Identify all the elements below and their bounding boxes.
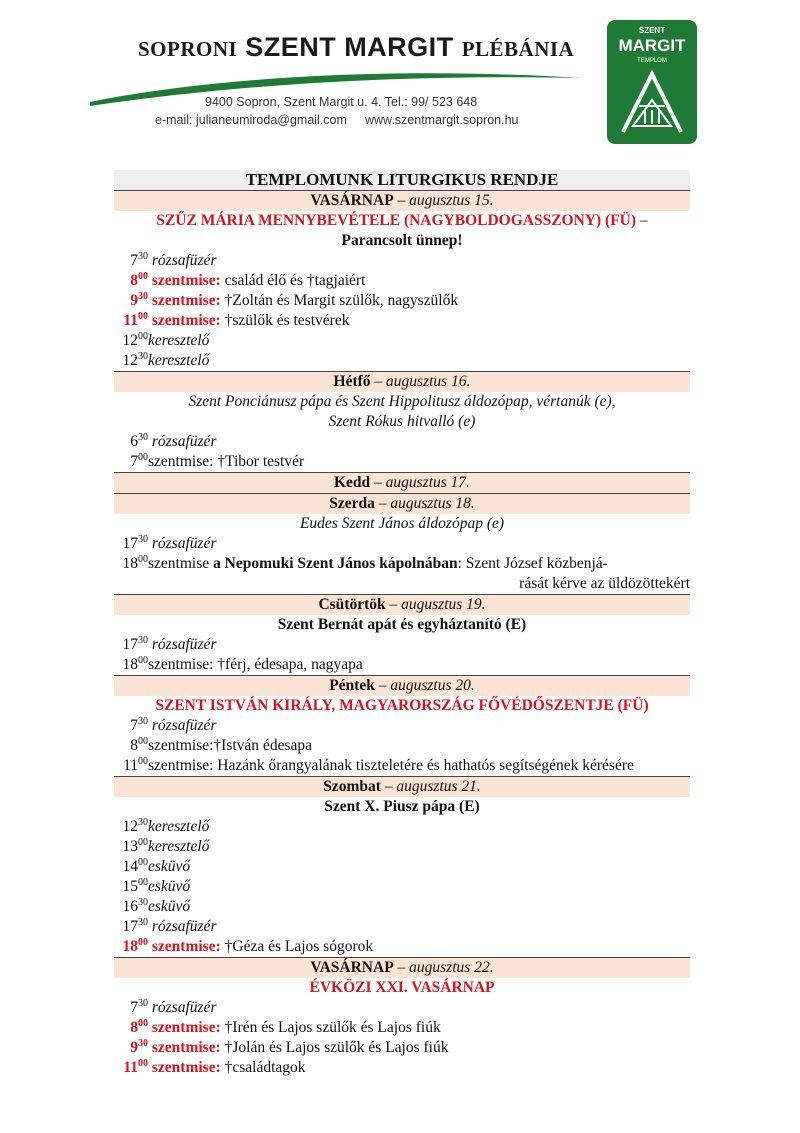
day-date: augusztus 16.: [386, 373, 471, 390]
schedule-item: $7^{30}$ rózsafüzér: [130, 998, 217, 1016]
logo-line1: SZENT: [638, 26, 666, 35]
day-date: augusztus 17.: [385, 474, 471, 491]
day-name: Szerda: [329, 495, 375, 512]
schedule-item: $6^{30}$ rózsafüzér: [130, 432, 217, 450]
day-date: augusztus 18.: [390, 495, 475, 512]
church-drawing-icon: [617, 66, 687, 136]
saint-line: Eudes Szent János áldozópap (e): [299, 515, 505, 532]
schedule-item: $17^{30}$ rózsafüzér: [122, 534, 217, 552]
schedule-item: $11^{00}$ szentmise: †családtagok: [123, 1058, 306, 1076]
schedule-item: $17^{30}$ rózsafüzér: [122, 917, 217, 935]
schedule-item: $12^{30}keresztelő$: [122, 351, 210, 369]
day-name: Péntek: [329, 677, 375, 694]
schedule-item: $7^{00}szentmise$: †Tibor testvér: [130, 452, 305, 470]
parish-name: [138, 32, 574, 63]
day-date: augusztus 15.: [409, 192, 494, 209]
letterhead: [0, 0, 800, 160]
feast-title: SZŰZ MÁRIA MENNYBEVÉTELE (NAGYBOLDOGASSZONY) (FÜ) –: [156, 212, 648, 229]
schedule-item: $8^{00}$ szentmise: család élő és †tagjaiért: [130, 271, 366, 289]
day-header: VASÁRNAP – augusztus 15.: [114, 190, 690, 211]
parish-email: e-mail: julianeumiroda@gmail.com: [155, 113, 347, 127]
day-header: Péntek – augusztus 20.: [114, 675, 690, 696]
saint-line: Szent Rókus hitvalló (e): [328, 413, 476, 430]
schedule-item: $18^{00}szentmise$ a Nepomuki Szent János kápolnában: Szent József közbenjá-: [122, 554, 608, 572]
day-name: Csütörtök: [318, 596, 386, 613]
day-name: Hétfő: [333, 373, 371, 390]
schedule-item: $9^{30}$ szentmise: †Zoltán és Margit szülők, nagyszülők: [130, 291, 459, 309]
schedule-item: $7^{30}$ rózsafüzér: [130, 716, 217, 734]
schedule-item: $11^{00}szentmise$: Hazánk őrangyalának tiszteletére és hathatós segítségének kérésére: [123, 756, 634, 774]
day-name: VASÁRNAP: [310, 959, 394, 976]
liturgical-schedule: [114, 170, 690, 1078]
saint-line: Szent X. Piusz pápa (E): [324, 798, 480, 815]
schedule-item: $8^{00}szentmise:\dagger István$ édesapa: [130, 736, 312, 754]
day-header: Kedd – augusztus 17.: [114, 472, 690, 493]
church-logo: [607, 20, 697, 144]
schedule-item: $9^{30}$ szentmise: †Jolán és Lajos szülők és Lajos fiúk: [130, 1038, 449, 1056]
schedule-item: $8^{00}$ szentmise: †Irén és Lajos szülők és Lajos fiúk: [130, 1018, 441, 1036]
day-header: Szombat – augusztus 21.: [114, 776, 690, 797]
day-date: augusztus 22.: [409, 959, 494, 976]
schedule-item: $13^{00}keresztelő$: [122, 837, 210, 855]
day-header: Hétfő – augusztus 16.: [114, 371, 690, 392]
logo-line2: MARGIT: [618, 36, 686, 55]
day-name: Szombat: [323, 778, 381, 795]
day-name: VASÁRNAP: [310, 192, 394, 209]
schedule-item: $11^{00}$ szentmise: †szülők és testvérek: [123, 311, 350, 329]
feast-subtitle: Parancsolt ünnep!: [341, 232, 463, 249]
feast-title: ÉVKÖZI XXI. VASÁRNAP: [309, 979, 495, 996]
parish-name-right: PLÉBÁNIA: [461, 37, 575, 61]
day-date: augusztus 19.: [401, 596, 486, 613]
saint-line: Szent Bernát apát és egyháztanító (E): [277, 616, 527, 633]
day-header: VASÁRNAP – augusztus 22.: [114, 957, 690, 978]
schedule-item: $14^{00}esküvő$: [122, 857, 191, 875]
feast-title: SZENT ISTVÁN KIRÁLY, MAGYARORSZÁG FŐVÉDŐSZENTJE (FÜ): [155, 697, 649, 714]
schedule-title: TEMPLOMUNK LITURGIKUS RENDJE: [114, 170, 690, 190]
parish-name-left: SOPRONI: [138, 37, 238, 61]
parish-address: 9400 Sopron, Szent Margit u. 4. Tel.: 99/ 523 648: [205, 95, 478, 109]
schedule-item: $12^{00}keresztelő$: [122, 331, 210, 349]
day-header: Szerda – augusztus 18.: [114, 493, 690, 514]
saint-line: Szent Ponciánusz pápa és Szent Hippolitusz áldozópap, vértanúk (e),: [188, 393, 616, 410]
parish-website: www.szentmargit.sopron.hu: [364, 113, 519, 127]
day-date: augusztus 20.: [390, 677, 475, 694]
parish-name-mid: SZENT MARGIT: [245, 32, 454, 62]
schedule-item: $18^{00}$ szentmise: †Géza és Lajos sógorok: [122, 937, 374, 955]
parish-contact: [155, 113, 518, 127]
day-header: Csütörtök – augusztus 19.: [114, 594, 690, 615]
schedule-item: $15^{00}esküvő$: [122, 877, 191, 895]
schedule-item: $18^{00}szentmise$: †férj, édesapa, nagyapa: [122, 655, 363, 673]
schedule-item: $17^{30}$ rózsafüzér: [122, 635, 217, 653]
day-date: augusztus 21.: [396, 778, 481, 795]
day-name: Kedd: [333, 474, 371, 491]
schedule-item-continued: rását kérve az üldözöttekért: [519, 575, 690, 592]
schedule-item: $12^{30}keresztelő$: [122, 817, 210, 835]
logo-line3: TEMPLOM: [637, 58, 667, 64]
schedule-item: $7^{30}$ rózsafüzér: [130, 251, 217, 269]
schedule-item: $16^{30}esküvő$: [122, 897, 191, 915]
